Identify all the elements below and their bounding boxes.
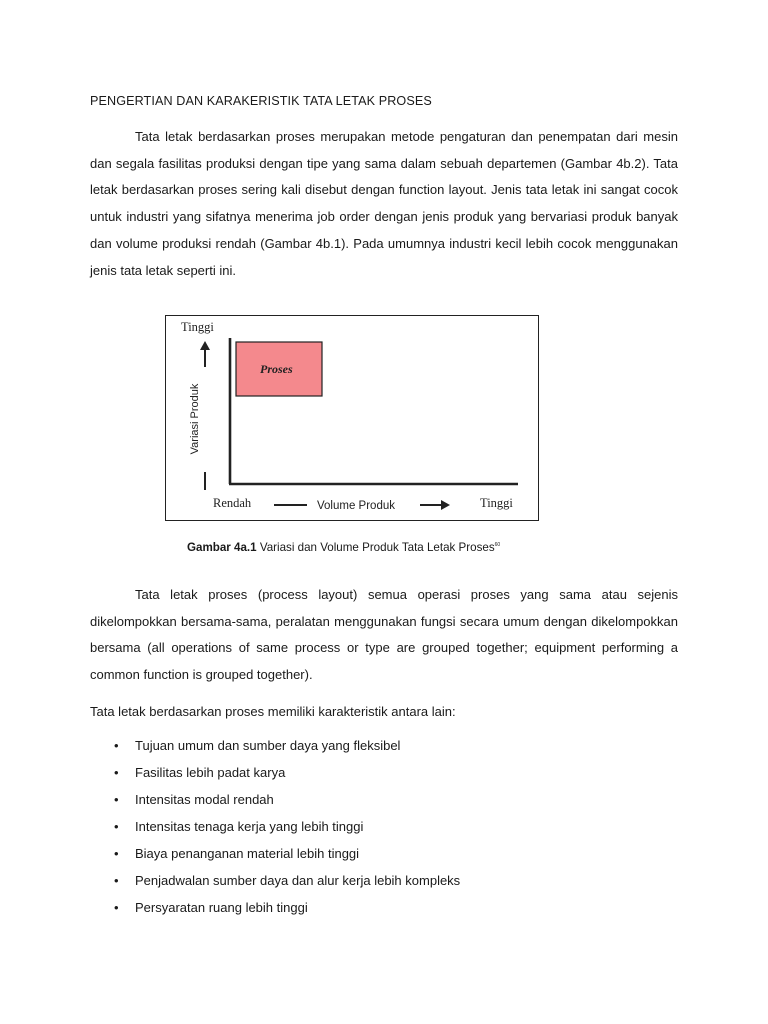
list-item xyxy=(90,790,650,817)
bullet-icon: • xyxy=(114,765,119,780)
list-item xyxy=(90,817,650,844)
figure-diagram xyxy=(165,315,539,521)
x-right-label: Tinggi xyxy=(480,496,513,510)
list-item xyxy=(90,871,650,898)
list-item-text: Fasilitas lebih padat karya xyxy=(135,765,286,780)
list-item-text: Tujuan umum dan sumber daya yang fleksibel xyxy=(135,738,401,753)
list-item-text: Penjadwalan sumber daya dan alur kerja lebih kompleks xyxy=(135,873,461,888)
x-left-label: Rendah xyxy=(213,496,252,510)
list-item-text: Persyaratan ruang lebih tinggi xyxy=(135,900,308,915)
list-item-text: Intensitas modal rendah xyxy=(135,792,274,807)
y-arrow-head xyxy=(200,341,210,350)
x-arrow-head xyxy=(441,500,450,510)
y-top-label: Tinggi xyxy=(181,320,214,334)
list-item xyxy=(90,844,650,871)
caption-footnote: 60 xyxy=(494,542,501,549)
list-intro: Tata letak berdasarkan proses memiliki karakteristik antara lain: xyxy=(90,704,456,719)
process-layout-paragraph: Tata letak proses (process layout) semua operasi proses yang sama atau sejenis dikelompokkan bersama-sama, peralatan menggunakan fungsi secara umum dengan dikelompokkan bersama (all operations of same process or type are grouped together; equipment performing a common function is grouped together). xyxy=(90,587,678,683)
figure-caption xyxy=(187,541,500,554)
bullet-icon: • xyxy=(114,900,119,915)
section-heading: PENGERTIAN DAN KARAKERISTIK TATA LETAK PROSES xyxy=(90,94,432,108)
list-item-text: Biaya penanganan material lebih tinggi xyxy=(135,846,360,861)
axes-graphic xyxy=(164,314,538,520)
caption-text: Variasi dan Volume Produk Tata Letak Proses xyxy=(256,541,495,554)
y-axis-label: Variasi Produk xyxy=(189,383,201,455)
list-item xyxy=(90,736,650,763)
x-axis-label: Volume Produk xyxy=(317,500,395,512)
caption-number: Gambar 4a.1 xyxy=(187,541,257,554)
list-item-text: Intensitas tenaga kerja yang lebih tinggi xyxy=(135,819,364,834)
intro-paragraph: Tata letak berdasarkan proses merupakan metode pengaturan dan penempatan dari mesin dan segala fasilitas produksi dengan tipe yang sama dalam sebuah departemen (Gambar 4b.2). Tata letak berdasarkan proses sering kali disebut dengan function layout. Jenis tata letak ini sangat cocok untuk industri yang sifatnya menerima job order dengan jenis produk yang bervariasi produk banyak dan volume produksi rendah (Gambar 4b.1). Pada umumnya industri kecil lebih cocok menggunakan jenis tata letak seperti ini. xyxy=(90,129,678,278)
bullet-icon: • xyxy=(114,846,119,861)
bullet-icon: • xyxy=(114,819,119,834)
bullet-icon: • xyxy=(114,738,119,753)
characteristics-list xyxy=(90,736,650,925)
list-item xyxy=(90,898,650,925)
list-item xyxy=(90,763,650,790)
bullet-icon: • xyxy=(114,792,119,807)
bullet-icon: • xyxy=(114,873,119,888)
proses-box-label: Proses xyxy=(260,362,293,376)
